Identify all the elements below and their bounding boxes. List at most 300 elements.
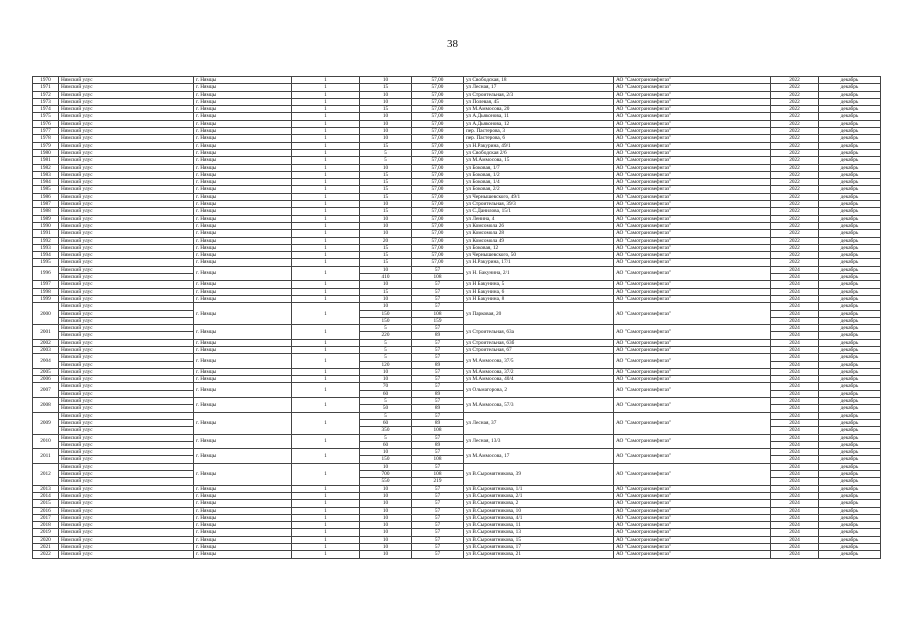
cell-operator: АО "Самотрансвефнгаз" [614, 281, 771, 288]
cell-region: Нямский улус [59, 208, 194, 215]
cell-diameter: 108 [412, 310, 464, 317]
cell-settlement: г. Нямцы [194, 164, 292, 171]
cell-settlement: г. Нямцы [194, 77, 292, 84]
table-row [33, 376, 881, 383]
cell-region: Нямский улус [59, 222, 194, 229]
cell-row-number: 2001 [33, 325, 59, 340]
cell-address: ул М.Аммосова, 20 [464, 106, 614, 113]
cell-year: 2022 [771, 91, 819, 98]
cell-address: ул С.Данилова, 15/1 [464, 208, 614, 215]
cell-diameter: 57 [412, 500, 464, 507]
cell-address: ул М.Аммосова, 17 [464, 449, 614, 464]
cell-year: 2024 [771, 485, 819, 492]
cell-diameter: 57,00 [412, 259, 464, 266]
cell-length: 5 [360, 157, 412, 164]
cell-region: Нямский улус [59, 398, 194, 405]
cell-region: Нямский улус [59, 77, 194, 84]
cell-year: 2024 [771, 303, 819, 310]
cell-diameter: 57 [412, 303, 464, 310]
cell-month: декабрь [819, 230, 881, 237]
table-row [33, 230, 881, 237]
table-row [33, 208, 881, 215]
table-row [33, 295, 881, 302]
cell-length: 10 [360, 551, 412, 558]
cell-count: 1 [292, 507, 360, 514]
cell-region: Нямский улус [59, 332, 194, 339]
cell-count: 1 [292, 91, 360, 98]
cell-month: декабрь [819, 120, 881, 127]
cell-year: 2024 [771, 456, 819, 463]
cell-year: 2024 [771, 288, 819, 295]
cell-month: декабрь [819, 412, 881, 419]
cell-length: 15 [360, 142, 412, 149]
cell-address: ул Комсомола 28 [464, 230, 614, 237]
cell-year: 2024 [771, 398, 819, 405]
cell-row-number: 2022 [33, 551, 59, 558]
cell-address: ул Н Бакунина, 8 [464, 295, 614, 302]
cell-settlement: г. Нямцы [194, 376, 292, 383]
cell-address: ул Комсомола 26 [464, 222, 614, 229]
cell-operator: АО "Самотрансвефнгаз" [614, 113, 771, 120]
cell-month: декабрь [819, 310, 881, 317]
cell-count: 1 [292, 492, 360, 499]
cell-diameter: 57,00 [412, 77, 464, 84]
cell-address: ул Строительная, 67 [464, 346, 614, 353]
cell-region: Нямский улус [59, 157, 194, 164]
cell-year: 2024 [771, 361, 819, 368]
cell-region: Нямский улус [59, 529, 194, 536]
table-row [33, 492, 881, 499]
table-body [33, 77, 881, 559]
cell-year: 2024 [771, 419, 819, 426]
cell-row-number: 2018 [33, 522, 59, 529]
cell-address: ул В.Сыромятникова, 17 [464, 544, 614, 551]
cell-length: 150 [360, 456, 412, 463]
cell-row-number: 1973 [33, 98, 59, 105]
cell-row-number: 1999 [33, 295, 59, 302]
cell-count: 1 [292, 368, 360, 375]
cell-operator: АО "Самотрансвефнгаз" [614, 376, 771, 383]
cell-diameter: 57 [412, 551, 464, 558]
cell-region: Нямский улус [59, 427, 194, 434]
cell-diameter: 57,00 [412, 164, 464, 171]
cell-row-number: 1986 [33, 193, 59, 200]
cell-diameter: 57,00 [412, 179, 464, 186]
cell-length: 10 [360, 230, 412, 237]
table-row [33, 266, 881, 273]
cell-settlement: г. Нямцы [194, 463, 292, 485]
table-row [33, 368, 881, 375]
cell-count: 1 [292, 463, 360, 485]
cell-length: 15 [360, 179, 412, 186]
cell-address: ул Боковая, 1/4 [464, 179, 614, 186]
table-row [33, 142, 881, 149]
cell-month: декабрь [819, 259, 881, 266]
cell-count: 1 [292, 244, 360, 251]
cell-count: 1 [292, 514, 360, 521]
cell-year: 2024 [771, 346, 819, 353]
cell-diameter: 57 [412, 536, 464, 543]
cell-length: 10 [360, 113, 412, 120]
cell-year: 2022 [771, 164, 819, 171]
cell-year: 2022 [771, 157, 819, 164]
cell-count: 1 [292, 142, 360, 149]
cell-month: декабрь [819, 361, 881, 368]
cell-diameter: 108 [412, 427, 464, 434]
cell-year: 2022 [771, 222, 819, 229]
table-row [33, 288, 881, 295]
cell-month: декабрь [819, 441, 881, 448]
cell-length: 15 [360, 288, 412, 295]
cell-year: 2022 [771, 208, 819, 215]
table-row [33, 171, 881, 178]
cell-year: 2024 [771, 536, 819, 543]
cell-length: 15 [360, 186, 412, 193]
cell-diameter: 57 [412, 398, 464, 405]
cell-year: 2024 [771, 295, 819, 302]
cell-count: 1 [292, 149, 360, 156]
cell-length: 10 [360, 201, 412, 208]
cell-length: 5 [360, 434, 412, 441]
cell-settlement: г. Нямцы [194, 98, 292, 105]
cell-length: 10 [360, 507, 412, 514]
cell-month: декабрь [819, 186, 881, 193]
cell-address: ул М.Аммосова, 15 [464, 157, 614, 164]
cell-region: Нямский улус [59, 171, 194, 178]
cell-address: ул М.Аммосова, 37/2 [464, 368, 614, 375]
cell-year: 2024 [771, 427, 819, 434]
cell-operator: АО "Самотрансвефнгаз" [614, 522, 771, 529]
cell-region: Нямский улус [59, 456, 194, 463]
cell-length: 410 [360, 274, 412, 281]
cell-region: Нямский улус [59, 383, 194, 390]
cell-address: ул В.Сыромятникова, 10 [464, 507, 614, 514]
cell-row-number: 2003 [33, 346, 59, 353]
table-row [33, 113, 881, 120]
cell-count: 1 [292, 84, 360, 91]
cell-month: декабрь [819, 368, 881, 375]
cell-length: 550 [360, 478, 412, 485]
table-row [33, 179, 881, 186]
cell-address: ул Свободская 2/6 [464, 149, 614, 156]
cell-operator: АО "Самотрансвефнгаз" [614, 252, 771, 259]
cell-settlement: г. Нямцы [194, 91, 292, 98]
cell-settlement: г. Нямцы [194, 368, 292, 375]
cell-region: Нямский улус [59, 91, 194, 98]
cell-year: 2024 [771, 507, 819, 514]
cell-count: 1 [292, 449, 360, 464]
cell-month: декабрь [819, 529, 881, 536]
table-row [33, 536, 881, 543]
cell-settlement: г. Нямцы [194, 222, 292, 229]
cell-settlement: г. Нямцы [194, 288, 292, 295]
cell-region: Нямский улус [59, 478, 194, 485]
cell-region: Нямский улус [59, 303, 194, 310]
cell-operator: АО "Самотрансвефнгаз" [614, 244, 771, 251]
cell-year: 2024 [771, 281, 819, 288]
cell-diameter: 89 [412, 419, 464, 426]
cell-length: 10 [360, 536, 412, 543]
cell-settlement: г. Нямцы [194, 303, 292, 325]
cell-year: 2022 [771, 186, 819, 193]
table-row [33, 106, 881, 113]
cell-settlement: г. Нямцы [194, 252, 292, 259]
cell-length: 10 [360, 98, 412, 105]
cell-length: 700 [360, 471, 412, 478]
cell-month: декабрь [819, 434, 881, 441]
cell-row-number: 2014 [33, 492, 59, 499]
cell-operator: АО "Самотрансвефнгаз" [614, 449, 771, 464]
cell-row-number: 1990 [33, 222, 59, 229]
cell-operator: АО "Самотрансвефнгаз" [614, 514, 771, 521]
cell-region: Нямский улус [59, 295, 194, 302]
cell-operator: АО "Самотрансвефнгаз" [614, 164, 771, 171]
cell-length: 10 [360, 514, 412, 521]
cell-region: Нямский улус [59, 463, 194, 470]
cell-settlement: г. Нямцы [194, 339, 292, 346]
cell-row-number: 2007 [33, 383, 59, 398]
cell-diameter: 57 [412, 522, 464, 529]
cell-month: декабрь [819, 237, 881, 244]
cell-diameter: 57 [412, 434, 464, 441]
cell-month: декабрь [819, 456, 881, 463]
cell-row-number: 1982 [33, 164, 59, 171]
cell-address: ул Боковая, 1/2 [464, 171, 614, 178]
cell-length: 220 [360, 332, 412, 339]
cell-diameter: 57 [412, 463, 464, 470]
cell-address: ул Комсомола 49 [464, 237, 614, 244]
cell-row-number: 2019 [33, 529, 59, 536]
cell-year: 2022 [771, 98, 819, 105]
cell-diameter: 57 [412, 288, 464, 295]
cell-count: 1 [292, 522, 360, 529]
cell-length: 10 [360, 500, 412, 507]
cell-row-number: 1988 [33, 208, 59, 215]
cell-settlement: г. Нямцы [194, 84, 292, 91]
cell-diameter: 57 [412, 368, 464, 375]
cell-operator: АО "Самотрансвефнгаз" [614, 434, 771, 449]
cell-count: 1 [292, 529, 360, 536]
cell-region: Нямский улус [59, 500, 194, 507]
cell-month: декабрь [819, 325, 881, 332]
cell-row-number: 1979 [33, 142, 59, 149]
cell-diameter: 57 [412, 281, 464, 288]
cell-diameter: 57,00 [412, 106, 464, 113]
cell-settlement: г. Нямцы [194, 522, 292, 529]
cell-year: 2022 [771, 128, 819, 135]
cell-diameter: 89 [412, 390, 464, 397]
cell-year: 2024 [771, 471, 819, 478]
cell-address: ул В.Сыромятникова, 4/1 [464, 514, 614, 521]
cell-address: ул Ленина, 4 [464, 215, 614, 222]
cell-row-number: 1998 [33, 288, 59, 295]
cell-address: ул Чернышевского, 49/1 [464, 193, 614, 200]
cell-length: 15 [360, 259, 412, 266]
cell-row-number: 1976 [33, 120, 59, 127]
table-row [33, 186, 881, 193]
cell-month: декабрь [819, 222, 881, 229]
cell-region: Нямский улус [59, 135, 194, 142]
cell-month: декабрь [819, 500, 881, 507]
cell-region: Нямский улус [59, 471, 194, 478]
cell-diameter: 108 [412, 274, 464, 281]
cell-length: 5 [360, 339, 412, 346]
cell-length: 10 [360, 266, 412, 273]
cell-count: 1 [292, 295, 360, 302]
cell-settlement: г. Нямцы [194, 149, 292, 156]
cell-region: Нямский улус [59, 544, 194, 551]
cell-row-number: 1981 [33, 157, 59, 164]
cell-operator: АО "Самотрансвефнгаз" [614, 346, 771, 353]
cell-address: ул Боковая, 2/2 [464, 186, 614, 193]
cell-row-number: 2017 [33, 514, 59, 521]
cell-operator: АО "Самотрансвефнгаз" [614, 149, 771, 156]
cell-month: декабрь [819, 507, 881, 514]
table-row [33, 449, 881, 456]
cell-address: ул Ольмагорова, 2 [464, 383, 614, 398]
cell-settlement: г. Нямцы [194, 346, 292, 353]
cell-operator: АО "Самотрансвефнгаз" [614, 463, 771, 485]
cell-diameter: 57 [412, 266, 464, 273]
cell-year: 2022 [771, 113, 819, 120]
cell-count: 1 [292, 354, 360, 369]
cell-year: 2022 [771, 259, 819, 266]
cell-month: декабрь [819, 536, 881, 543]
cell-settlement: г. Нямцы [194, 544, 292, 551]
cell-operator: АО "Самотрансвефнгаз" [614, 398, 771, 413]
cell-month: декабрь [819, 390, 881, 397]
cell-row-number: 1975 [33, 113, 59, 120]
cell-year: 2022 [771, 244, 819, 251]
cell-row-number: 2021 [33, 544, 59, 551]
cell-length: 120 [360, 361, 412, 368]
cell-month: декабрь [819, 551, 881, 558]
cell-count: 1 [292, 164, 360, 171]
cell-address: ул Боковая, 1/7 [464, 164, 614, 171]
cell-count: 1 [292, 500, 360, 507]
table-row [33, 398, 881, 405]
table-row [33, 281, 881, 288]
cell-operator: АО "Самотрансвефнгаз" [614, 201, 771, 208]
cell-address: ул Строительная, 63б [464, 339, 614, 346]
cell-year: 2024 [771, 405, 819, 412]
cell-region: Нямский улус [59, 149, 194, 156]
table-row [33, 500, 881, 507]
cell-region: Нямский улус [59, 441, 194, 448]
cell-operator: АО "Самотрансвефнгаз" [614, 237, 771, 244]
cell-settlement: г. Нямцы [194, 434, 292, 449]
cell-region: Нямский улус [59, 325, 194, 332]
cell-diameter: 57,00 [412, 252, 464, 259]
cell-month: декабрь [819, 157, 881, 164]
cell-month: декабрь [819, 128, 881, 135]
cell-year: 2024 [771, 376, 819, 383]
cell-month: декабрь [819, 274, 881, 281]
cell-year: 2024 [771, 310, 819, 317]
cell-operator: АО "Самотрансвефнгаз" [614, 500, 771, 507]
cell-year: 2024 [771, 354, 819, 361]
cell-region: Нямский улус [59, 179, 194, 186]
cell-row-number: 2010 [33, 434, 59, 449]
cell-region: Нямский улус [59, 128, 194, 135]
table-row [33, 544, 881, 551]
cell-region: Нямский улус [59, 237, 194, 244]
cell-row-number: 1993 [33, 244, 59, 251]
cell-year: 2024 [771, 325, 819, 332]
cell-count: 1 [292, 135, 360, 142]
cell-year: 2022 [771, 120, 819, 127]
cell-length: 150 [360, 310, 412, 317]
cell-year: 2024 [771, 522, 819, 529]
cell-year: 2022 [771, 84, 819, 91]
cell-row-number: 2008 [33, 398, 59, 413]
cell-row-number: 1980 [33, 149, 59, 156]
cell-operator: АО "Самотрансвефнгаз" [614, 193, 771, 200]
cell-month: декабрь [819, 164, 881, 171]
cell-year: 2024 [771, 317, 819, 324]
cell-operator: АО "Самотрансвефнгаз" [614, 186, 771, 193]
cell-operator: АО "Самотрансвефнгаз" [614, 106, 771, 113]
cell-region: Нямский улус [59, 317, 194, 324]
table-row [33, 222, 881, 229]
table-row [33, 149, 881, 156]
cell-count: 1 [292, 266, 360, 281]
cell-address: ул А.Дьяконова, 11 [464, 113, 614, 120]
cell-operator: АО "Самотрансвефнгаз" [614, 157, 771, 164]
cell-region: Нямский улус [59, 252, 194, 259]
cell-length: 10 [360, 120, 412, 127]
cell-region: Нямский улус [59, 346, 194, 353]
cell-diameter: 89 [412, 441, 464, 448]
cell-operator: АО "Самотрансвефнгаз" [614, 544, 771, 551]
cell-month: декабрь [819, 419, 881, 426]
cell-month: декабрь [819, 354, 881, 361]
cell-settlement: г. Нямцы [194, 142, 292, 149]
cell-year: 2024 [771, 463, 819, 470]
cell-length: 10 [360, 303, 412, 310]
cell-month: декабрь [819, 106, 881, 113]
cell-row-number: 2002 [33, 339, 59, 346]
cell-region: Нямский улус [59, 339, 194, 346]
cell-month: декабрь [819, 514, 881, 521]
cell-settlement: г. Нямцы [194, 383, 292, 398]
table-row [33, 244, 881, 251]
cell-settlement: г. Нямцы [194, 259, 292, 266]
cell-settlement: г. Нямцы [194, 201, 292, 208]
cell-address: ул В.Сыромятникова, 39 [464, 463, 614, 485]
cell-month: декабрь [819, 149, 881, 156]
cell-operator: АО "Самотрансвефнгаз" [614, 128, 771, 135]
cell-diameter: 57,00 [412, 193, 464, 200]
cell-address: ул Лесная, 13/3 [464, 434, 614, 449]
cell-year: 2024 [771, 544, 819, 551]
cell-length: 60 [360, 441, 412, 448]
cell-diameter: 57,00 [412, 98, 464, 105]
cell-count: 1 [292, 98, 360, 105]
page-number: 38 [447, 38, 458, 50]
cell-diameter: 57 [412, 376, 464, 383]
cell-count: 1 [292, 77, 360, 84]
cell-row-number: 1994 [33, 252, 59, 259]
cell-row-number: 2011 [33, 449, 59, 464]
cell-diameter: 57,00 [412, 201, 464, 208]
cell-settlement: г. Нямцы [194, 529, 292, 536]
cell-region: Нямский улус [59, 106, 194, 113]
cell-settlement: г. Нямцы [194, 492, 292, 499]
cell-row-number: 2005 [33, 368, 59, 375]
cell-row-number: 2009 [33, 412, 59, 434]
cell-row-number: 2004 [33, 354, 59, 369]
